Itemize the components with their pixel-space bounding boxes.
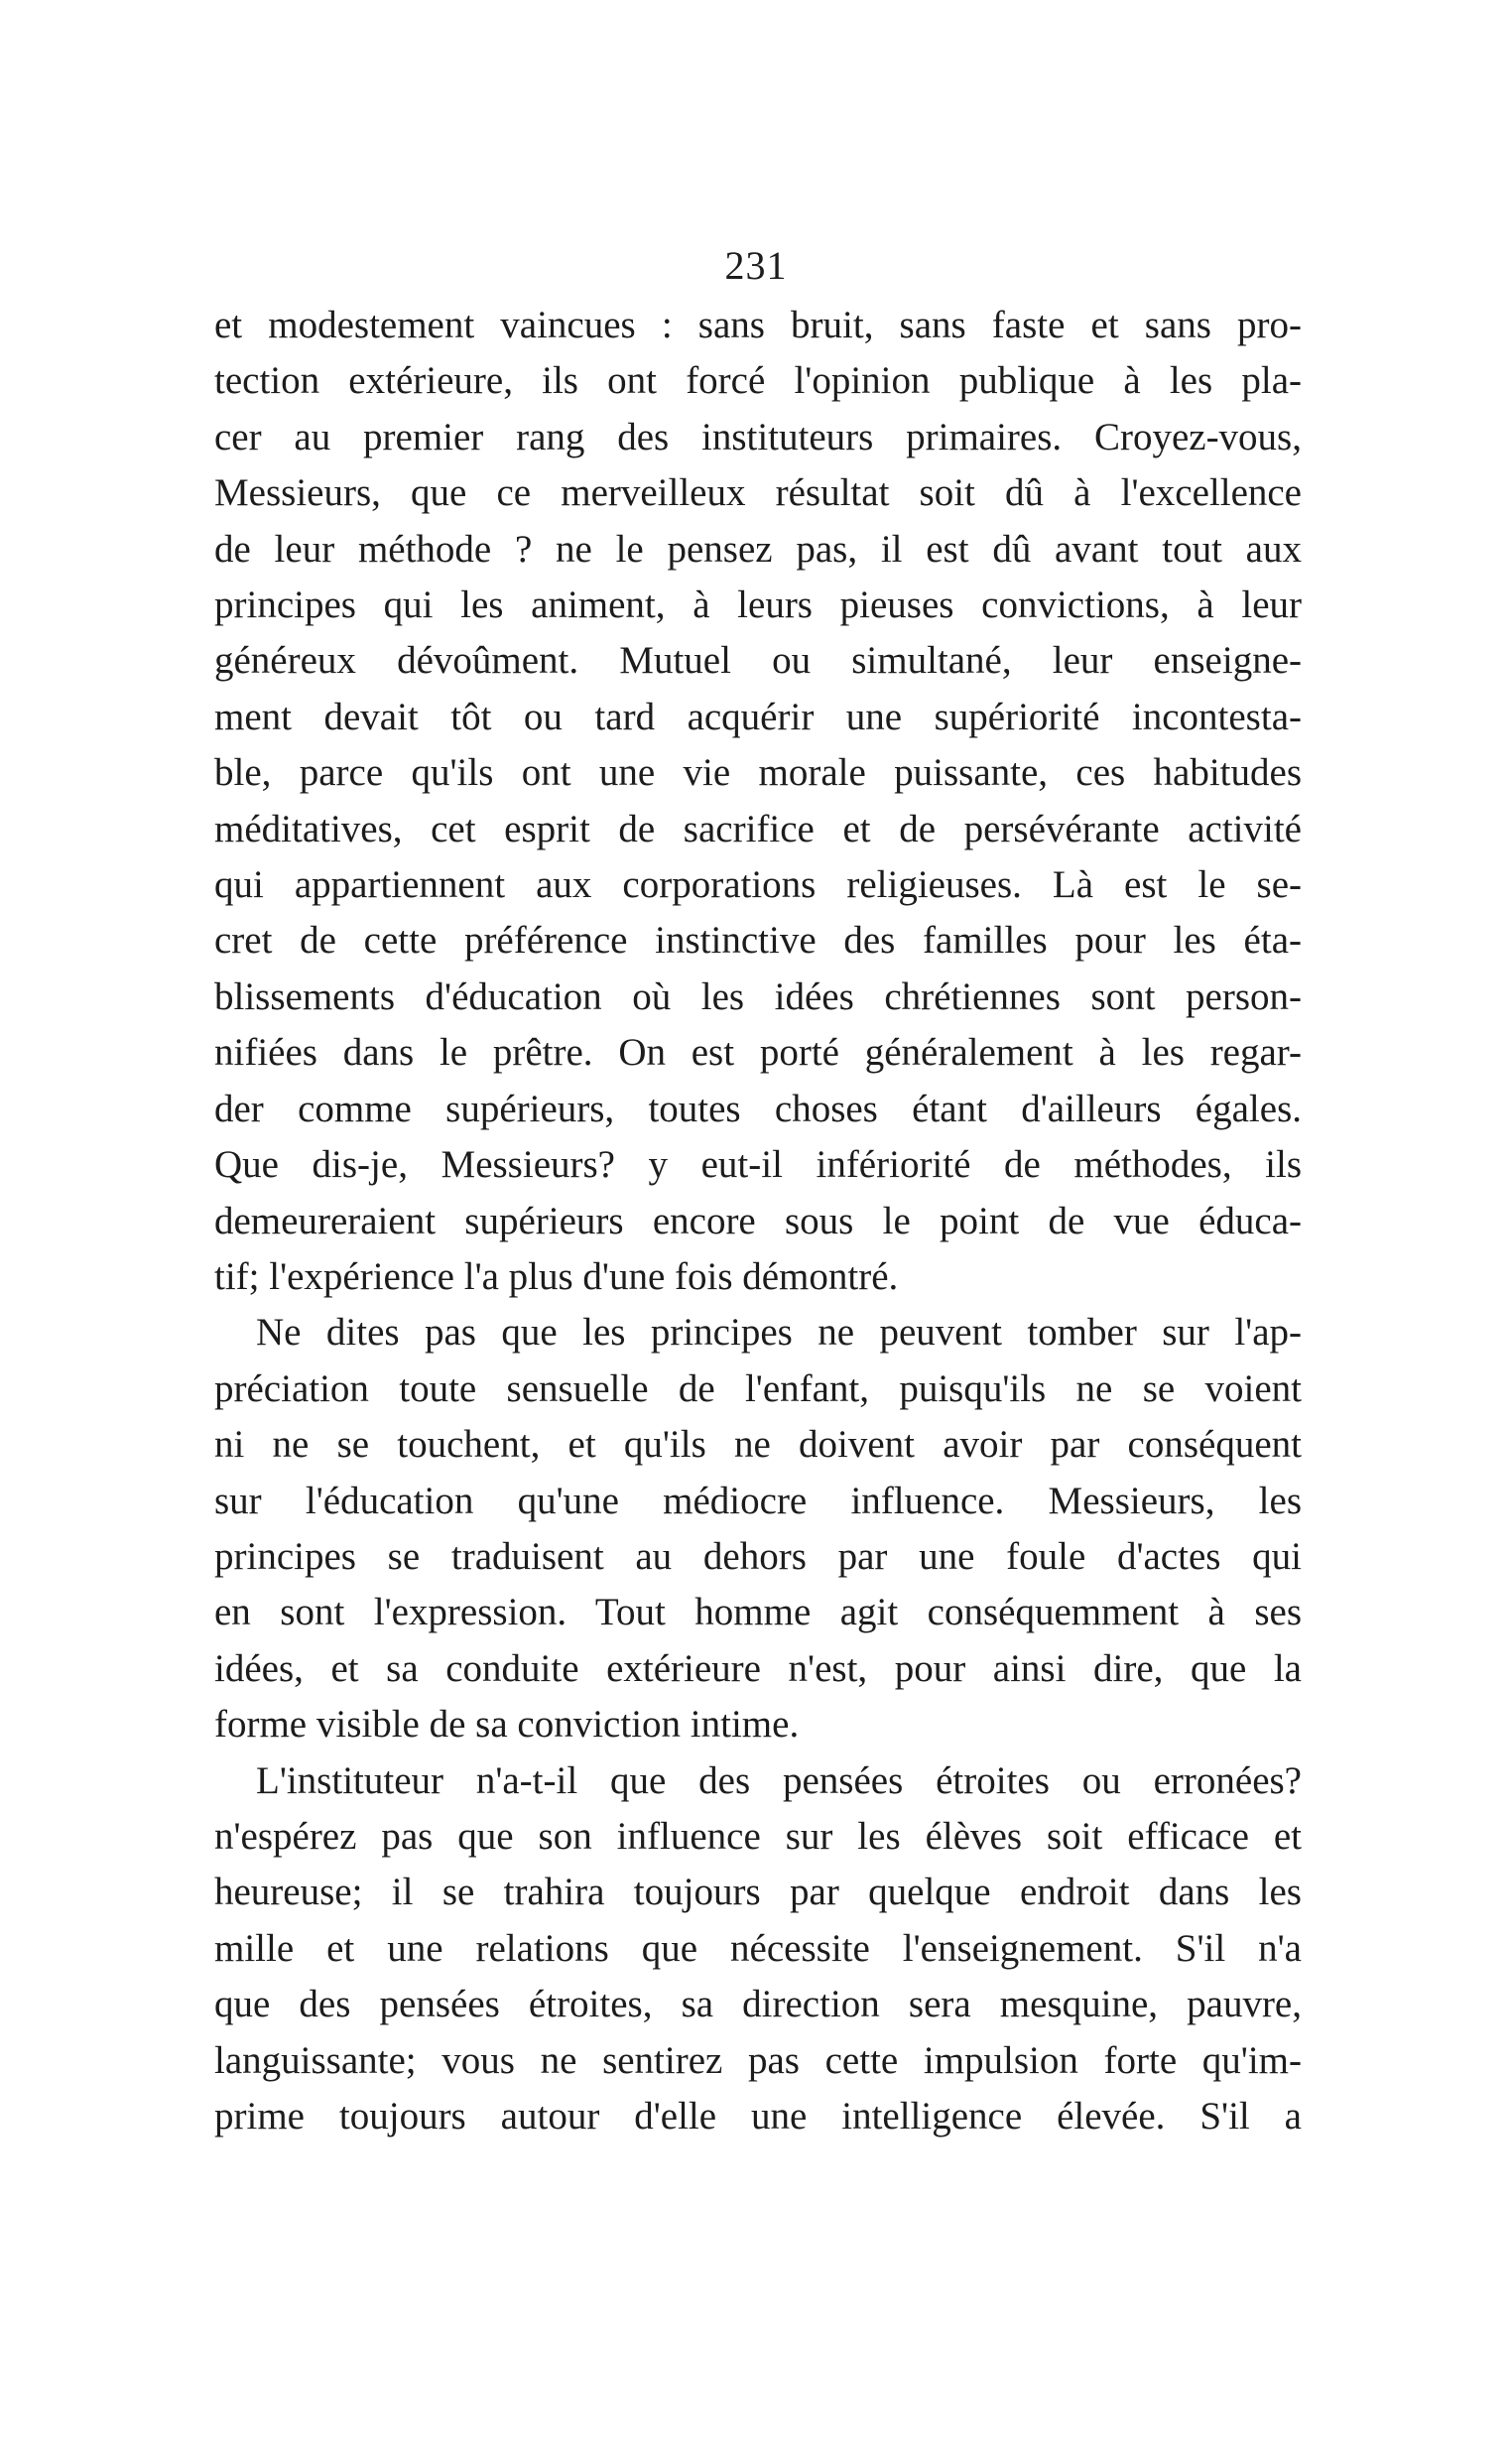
text-line: cret de cette préférence instinctive des familles pour les éta-: [214, 919, 1302, 963]
text-line: idées, et sa conduite extérieure n'est, pour ainsi dire, que la: [214, 1646, 1302, 1690]
text-line: ni ne se touchent, et qu'ils ne doivent avoir par conséquent: [214, 1423, 1302, 1467]
text-line: heureuse; il se trahira toujours par quelque endroit dans les: [214, 1871, 1302, 1914]
text-line: qui appartiennent aux corporations religieuses. Là est le se-: [214, 863, 1302, 907]
paragraph: [214, 1305, 1302, 1752]
paragraph: [214, 298, 1302, 1305]
text-line: tection extérieure, ils ont forcé l'opinion publique à les pla-: [214, 359, 1302, 403]
text-line: principes se traduisent au dehors par une foule d'actes qui: [214, 1534, 1302, 1578]
text-line: que des pensées étroites, sa direction sera mesquine, pauvre,: [214, 1983, 1302, 2026]
text-line: prime toujours autour d'elle une intelligence élevée. S'il a: [214, 2095, 1302, 2137]
page-number: 231: [724, 243, 788, 288]
text-line: der comme supérieurs, toutes choses étant d'ailleurs égales.: [214, 1087, 1302, 1130]
text-line: Ne dites pas que les principes ne peuvent tomber sur l'ap-: [256, 1311, 1302, 1355]
text-line: n'espérez pas que son influence sur les élèves soit efficace et: [214, 1814, 1302, 1858]
text-line: préciation toute sensuelle de l'enfant, puisqu'ils ne se voient: [214, 1366, 1302, 1410]
text-line: cer au premier rang des instituteurs primaires. Croyez-vous,: [214, 415, 1302, 458]
text-line: généreux dévoûment. Mutuel ou simultané, leur enseigne-: [214, 639, 1302, 683]
text-line: en sont l'expression. Tout homme agit conséquemment à ses: [214, 1591, 1302, 1634]
text-line: Messieurs, que ce merveilleux résultat soit dû à l'excellence: [214, 471, 1302, 515]
text-line: languissante; vous ne sentirez pas cette impulsion forte qu'im-: [214, 2038, 1302, 2082]
text-line: ment devait tôt ou tard acquérir une supériorité incontesta-: [214, 695, 1302, 738]
text-line: ble, parce qu'ils ont une vie morale puissante, ces habitudes: [214, 751, 1302, 795]
text-line: méditatives, cet esprit de sacrifice et de persévérante activité: [214, 807, 1302, 850]
body-text: [214, 298, 1302, 2144]
text-line: nifiées dans le prêtre. On est porté généralement à les regar-: [214, 1031, 1302, 1075]
text-line: Que dis-je, Messieurs? y eut-il infériorité de méthodes, ils: [214, 1143, 1302, 1187]
text-line: sur l'éducation qu'une médiocre influence. Messieurs, les: [214, 1479, 1302, 1522]
text-line: mille et une relations que nécessite l'enseignement. S'il n'a: [214, 1926, 1302, 1970]
text-line: forme visible de sa conviction intime.: [214, 1703, 800, 1747]
text-line: L'instituteur n'a-t-il que des pensées étroites ou erronées?: [256, 1758, 1302, 1802]
text-line: blissements d'éducation où les idées chrétiennes sont person-: [214, 974, 1302, 1018]
paragraph: [214, 1753, 1302, 2145]
text-line: de leur méthode ? ne le pensez pas, il est dû avant tout aux: [214, 527, 1302, 571]
text-line: tif; l'expérience l'a plus d'une fois démontré.: [214, 1254, 899, 1298]
text-line: et modestement vaincues : sans bruit, sans faste et sans pro-: [214, 304, 1302, 346]
text-line: demeureraient supérieurs encore sous le point de vue éduca-: [214, 1199, 1302, 1242]
text-line: principes qui les animent, à leurs pieuses convictions, à leur: [214, 583, 1302, 627]
